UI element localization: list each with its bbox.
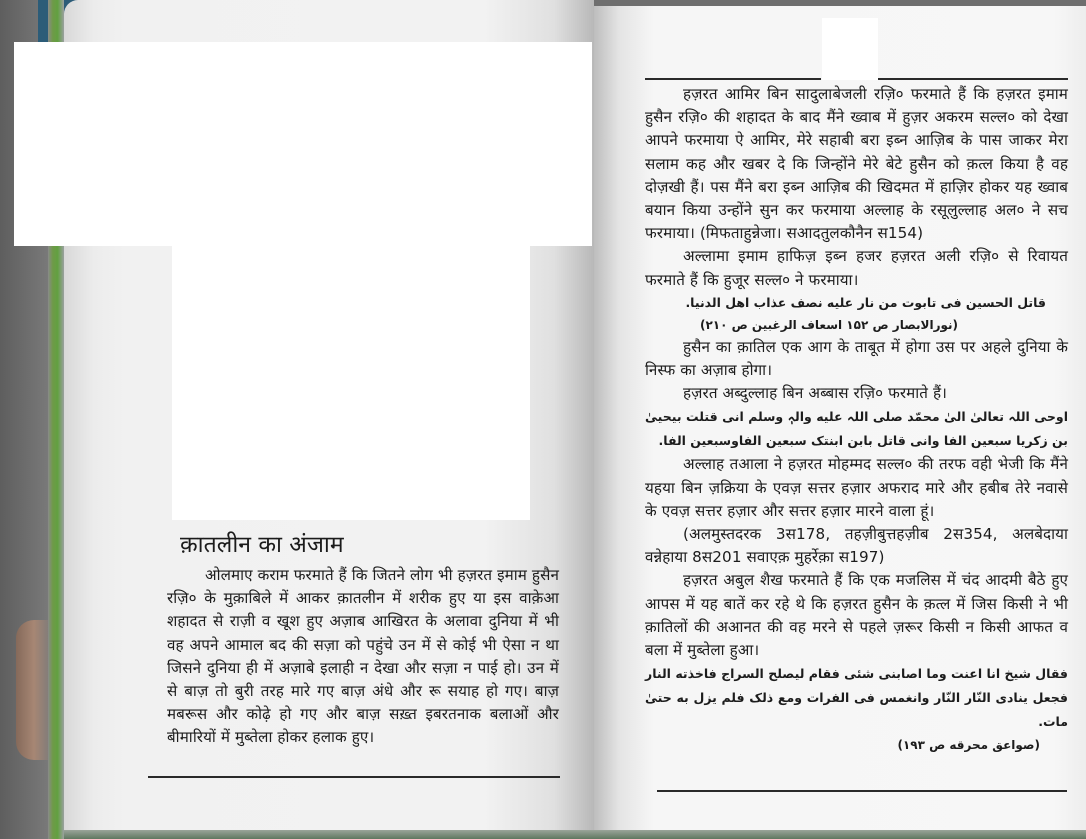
paragraph: अल्लामा इमाम हाफिज़ इब्न हजर हज़रत अली रज़ि० से रिवायत फरमाते हैं कि हुजूर सल्ल० ने फरमाया। <box>645 247 1068 289</box>
paragraph: हज़रत आमिर बिन सादुलाबेजली रज़ि० फरमाते हैं कि हज़रत इमाम हुसैन रज़ि० की शहादत के बाद मैंने ख्वाब में हुज़र अकरम सल्ल० को देखा आपने फरमाया ऐ आमिर, मेरे सहाबी बरा इब्न आज़िब के पास जाकर मेरा सलाम कह और खबर दे कि जिन्होंने मेरे बेटे हुसैन को क़त्ल किया है वह दोज़खी हैं। पस मैंने बरा इब्न आज़िब की खिदमत में हाज़िर होकर यह ख्वाब बयान किया उन्होंने सुन कर फरमाया अल्लाह के रसूलुल्लाह अल० ने सच फरमाया। (मिफताहुन्नेजा। सआदतुलकौनैन स154) <box>645 85 1068 243</box>
arabic-citation: (نورالابصار ص ۱۵۲ اسعاف الرغبین ص ۲۱۰) <box>699 317 958 332</box>
left-page-body <box>167 564 559 750</box>
header-rule-right-a <box>645 78 821 80</box>
right-page-body <box>645 83 1068 756</box>
paragraph: हुसैन का क़ातिल एक आग के ताबूत में होगा उस पर अहले दुनिया के निस्फ का अज़ाब होगा। <box>645 337 1068 380</box>
paragraph: हज़रत अबुल शैख फरमाते हैं कि एक मजलिस में चंद आदमी बैठे हुए आपस में यह बातें कर रहे थे कि हज़रत हुसैन के क़त्ल में जिस किसी ने भी क़ातिलों की अआनत की वह मरने से पहले ज़रूर किसी न किसी आफत व बला में मुब्तेला हुआ। <box>645 571 1068 660</box>
arabic-quote: فقال شیخ انا اعنت وما اصابنی شئی فقام لیصلح السراج فاخذته النار فجعل ینادی النّار النّار وانغمس فی الفرات ومع ذلک فلم یزل به حتیٰ مات. <box>645 666 1068 730</box>
footer-rule-right <box>657 790 1067 792</box>
paragraph: ओलमाए कराम फरमाते हैं कि जितने लोग भी हज़रत इमाम हुसैन रज़ि० के मुक़ाबिले में आकर क़ातलीन में शरीक हुए या इस वाक़ेआ शहादत से राज़ी व खूश हुए अज़ाब आखिरत के अलावा दुनिया में भी वह अपने आमाल बद की सज़ा को पहुंचे उन में से कोई भी ऐसा न था जिसने दुनिया ही में अज़ाबे इलाही न देखा और सज़ा न पाई हो। उन में से बाज़ तो बुरी तरह मारे गए बाज़ अंधे और रू सयाह हो गए। बाज़ मबरूस और कोढ़े हो गए और बाज़ सख़्त इबरतनाक बलाओं और बीमारियों में मुब्तेला होकर हलाक हुए। <box>167 566 559 747</box>
paragraph: अल्लाह तआला ने हज़रत मोहम्मद सल्ल० की तरफ वही भेजी कि मैंने यहया बिन ज़क्रिया के एवज़ सत्तर हज़ार अफराद मारे और हबीब तेरे नवासे के एवज़ सत्तर हज़ार और सत्तर हज़ार मारने वाला हूं। <box>645 455 1068 520</box>
redaction-box-top-right <box>822 18 878 80</box>
chapter-heading: क़ातलीन का अंजाम <box>180 532 344 558</box>
arabic-quote: اوحی اللہ تعالیٰ الیٰ محمّد صلی اللہ علیه والہٖ وسلم انی قتلت بیحییٰ بن زکریا سبعین الفا وانی قاتل بابن ابنتک سبعین الفاوسبعین الفا. <box>645 409 1068 449</box>
citation-paragraph: (अलमुस्तदरक 3स178, तहज़ीबुत्तहज़ीब 2स354, अलबेदाया वन्नेहाया 8स201 सवाएक़ मुहर्रेक़ा स197) <box>645 525 1068 567</box>
paragraph: हज़रत अब्दुल्लाह बिन अब्बास रज़ि० फरमाते हैं। <box>683 384 948 403</box>
header-rule-right-b <box>878 78 1068 80</box>
arabic-citation: (صواعق محرقه ص ۱۹۳) <box>897 738 1040 753</box>
arabic-quote: قاتل الحسین فی تابوت من نار علیه نصف عذاب اهل الدنیا. <box>685 294 1046 310</box>
book-bottom-edge <box>64 830 1086 839</box>
redaction-box-top-left <box>14 42 592 246</box>
thumb-holding-book <box>16 620 52 760</box>
footer-rule-left <box>148 776 560 778</box>
redaction-box-left-middle <box>172 246 530 520</box>
